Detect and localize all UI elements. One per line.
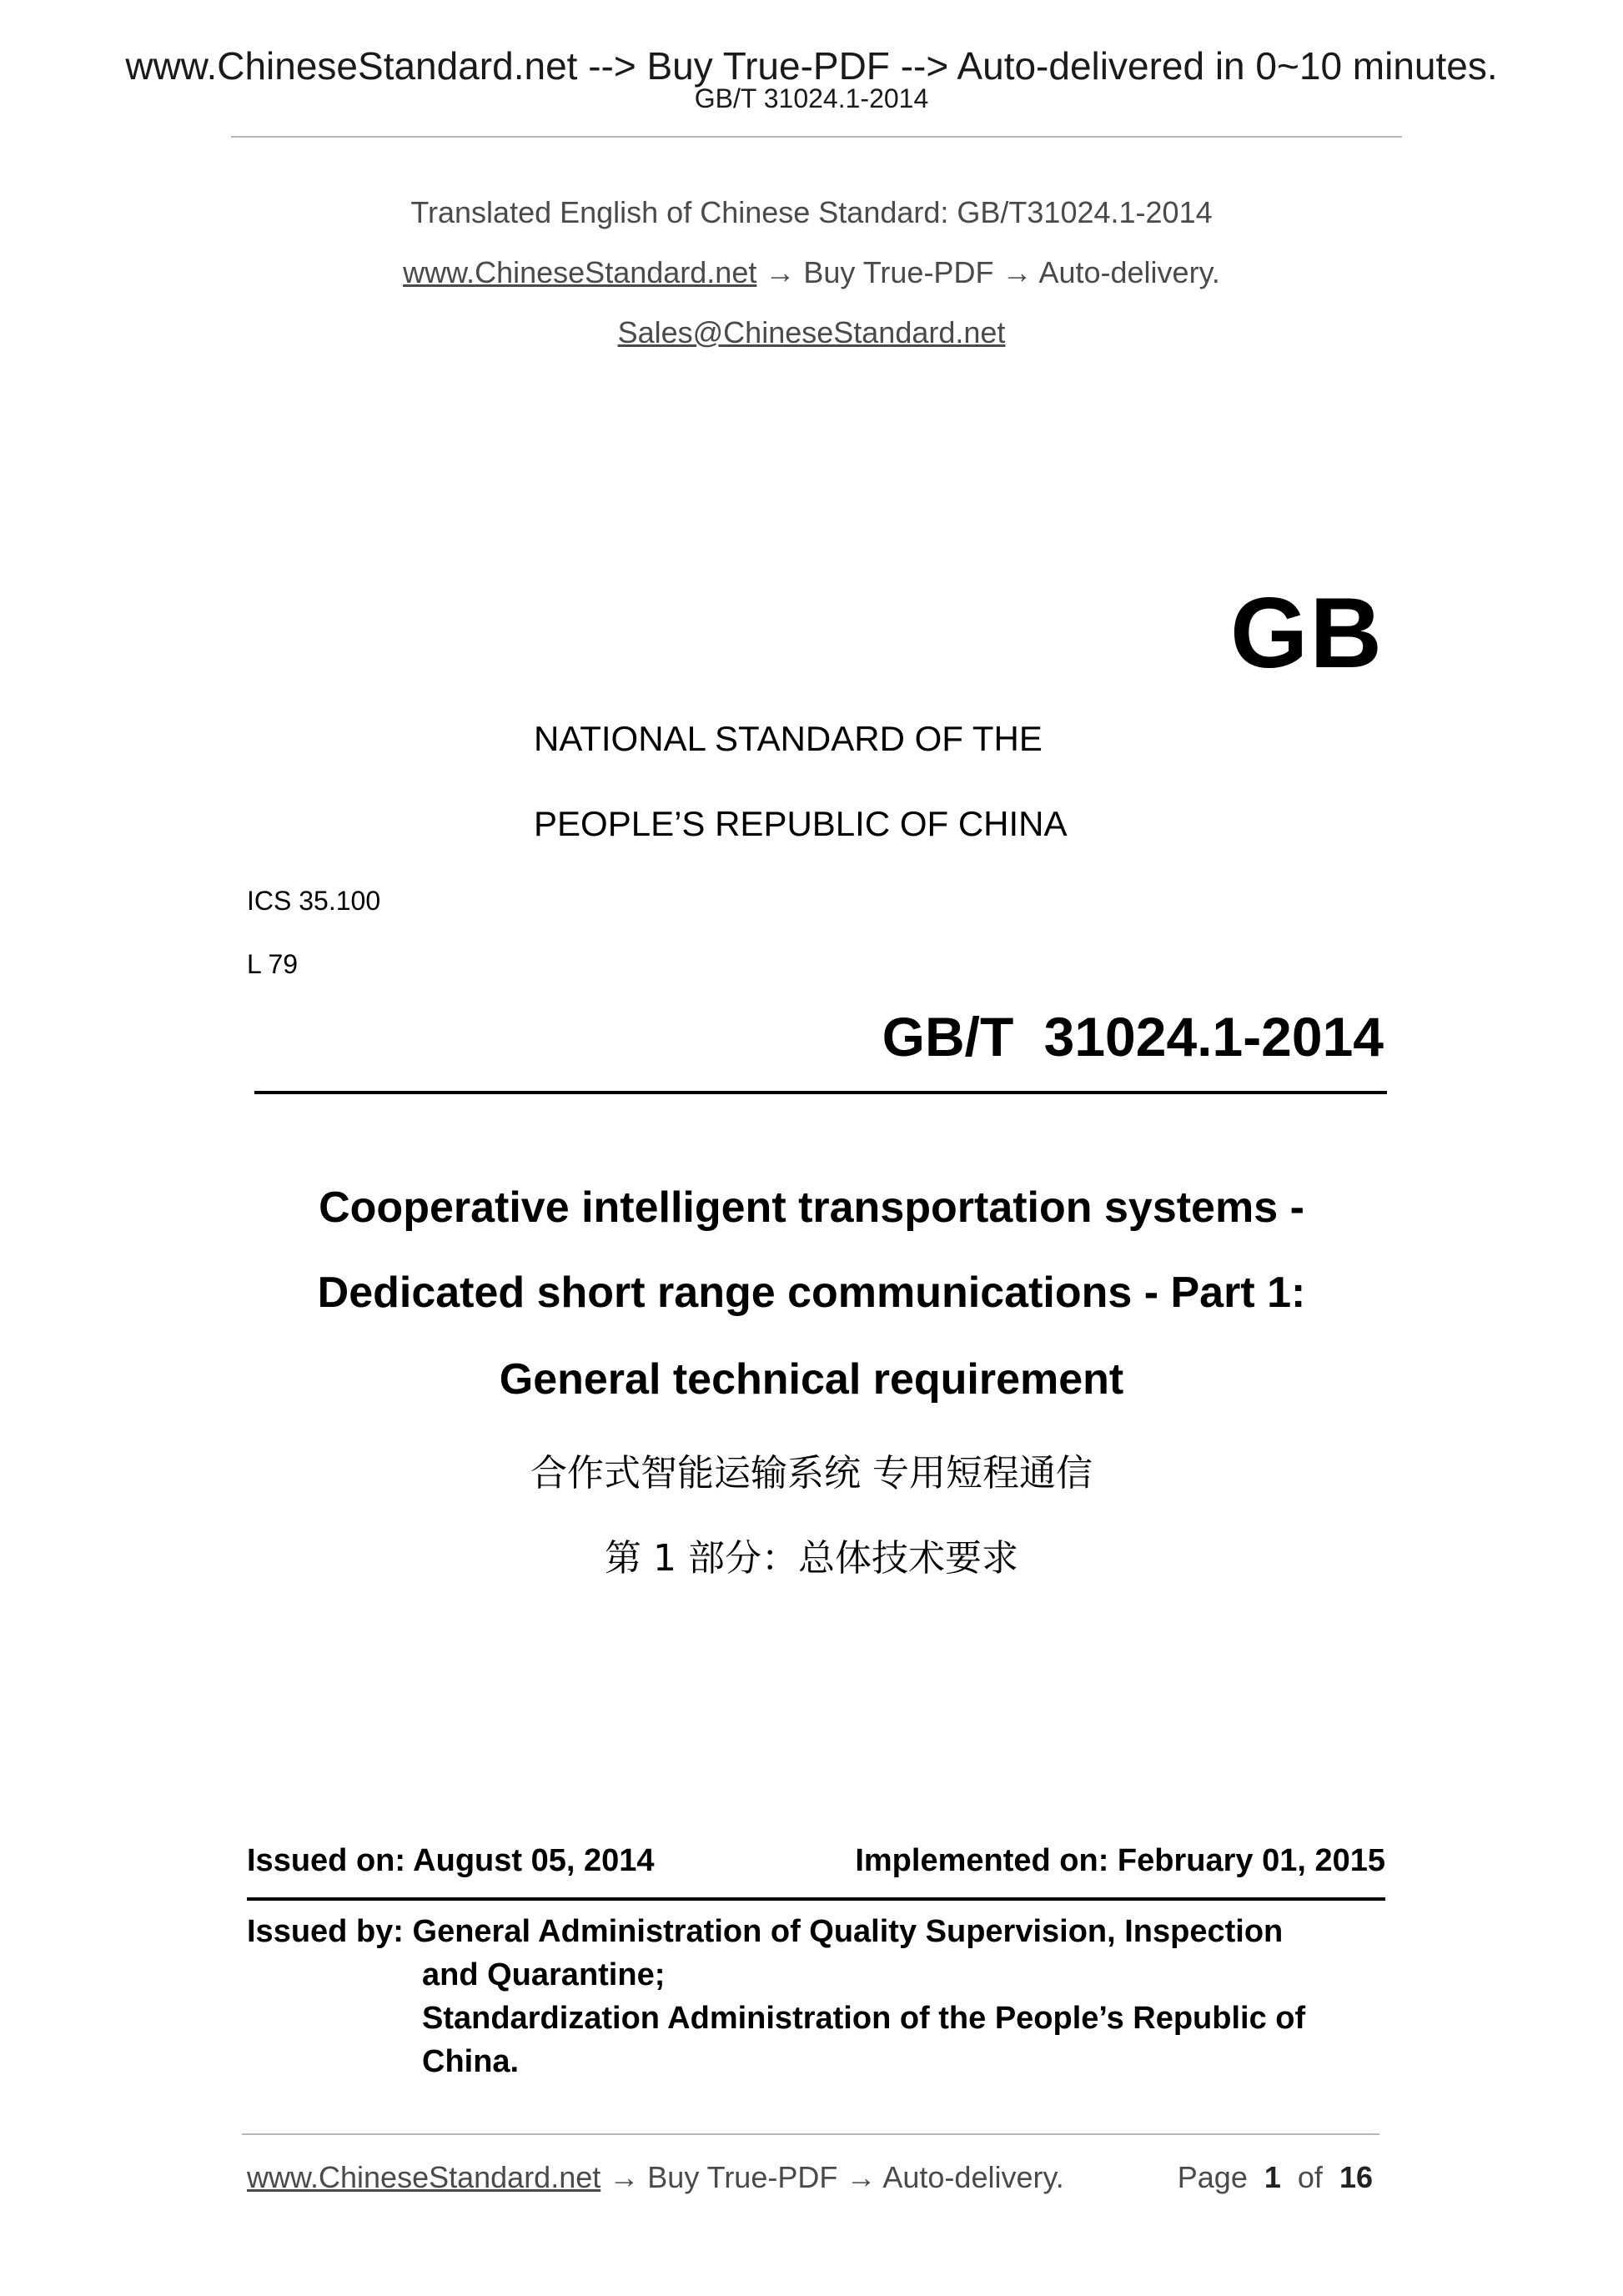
issued-on: Issued on: August 05, 2014 bbox=[247, 1843, 655, 1878]
title-line-1: Cooperative intelligent transportation systems - bbox=[319, 1183, 1304, 1232]
arrow-icon: → bbox=[846, 2160, 877, 2194]
national-standard-line1: NATIONAL STANDARD OF THE bbox=[534, 719, 1043, 758]
intro-delivery-line bbox=[0, 255, 1623, 290]
title-line-3: General technical requirement bbox=[499, 1355, 1124, 1404]
chinese-title-line-2: 第 1 部分：总体技术要求 bbox=[605, 1537, 1018, 1580]
ics-code: ICS 35.100 bbox=[247, 886, 381, 916]
ccs-code: L 79 bbox=[247, 949, 299, 979]
arrow-icon: → bbox=[1002, 255, 1033, 289]
arrow-icon: → bbox=[609, 2160, 640, 2194]
page-label: Page bbox=[1177, 2160, 1248, 2194]
standard-code: GB/T 31024.1-2014 bbox=[882, 1006, 1384, 1068]
footer-divider bbox=[242, 2133, 1379, 2135]
issuer-line-1: General Administration of Quality Supervision, Inspection bbox=[412, 1914, 1284, 1949]
sales-email-link[interactable]: Sales@ChineseStandard.net bbox=[617, 315, 1006, 349]
chinese-title-line-1: 合作式智能运输系统 专用短程通信 bbox=[530, 1452, 1093, 1495]
issued-by-block bbox=[247, 1910, 1305, 2083]
page-total: 16 bbox=[1339, 2160, 1373, 2194]
top-banner: www.ChineseStandard.net --> Buy True-PDF --> Auto-delivered in 0~10 minutes. bbox=[125, 44, 1498, 88]
issuer-line-4: China. bbox=[422, 2044, 520, 2079]
title-line-2: Dedicated short range communications - Part 1: bbox=[317, 1269, 1306, 1317]
header-divider bbox=[231, 136, 1402, 138]
issuer-line-3: Standardization Administration of the People’s Republic of bbox=[422, 2001, 1306, 2036]
page-indicator bbox=[1178, 2160, 1373, 2195]
dates-divider bbox=[247, 1897, 1385, 1901]
issued-by-label: Issued by: bbox=[247, 1914, 404, 1949]
issuer-line-2: and Quarantine; bbox=[422, 1957, 666, 1992]
arrow-icon: → bbox=[765, 255, 796, 289]
running-header: GB/T 31024.1-2014 bbox=[694, 83, 929, 113]
intro-site-link[interactable]: www.ChineseStandard.net bbox=[403, 255, 757, 289]
page-current: 1 bbox=[1264, 2160, 1281, 2194]
footer-delivery-line bbox=[247, 2160, 1064, 2195]
code-divider bbox=[254, 1091, 1387, 1094]
gb-mark: GB bbox=[1230, 577, 1384, 689]
intro-buy-text: Buy True-PDF bbox=[803, 255, 994, 289]
intro-delivery-text: Auto-delivery. bbox=[1038, 255, 1220, 289]
footer-delivery-text: Auto-delivery. bbox=[882, 2160, 1064, 2194]
dates-row bbox=[247, 1843, 1385, 1879]
of-label: of bbox=[1297, 2160, 1323, 2194]
translated-line: Translated English of Chinese Standard: GB/T31024.1-2014 bbox=[410, 195, 1213, 229]
implemented-on: Implemented on: February 01, 2015 bbox=[855, 1843, 1385, 1878]
national-standard-line2: PEOPLE’S REPUBLIC OF CHINA bbox=[534, 804, 1068, 843]
footer-site-link[interactable]: www.ChineseStandard.net bbox=[247, 2160, 601, 2194]
footer-buy-text: Buy True-PDF bbox=[647, 2160, 838, 2194]
